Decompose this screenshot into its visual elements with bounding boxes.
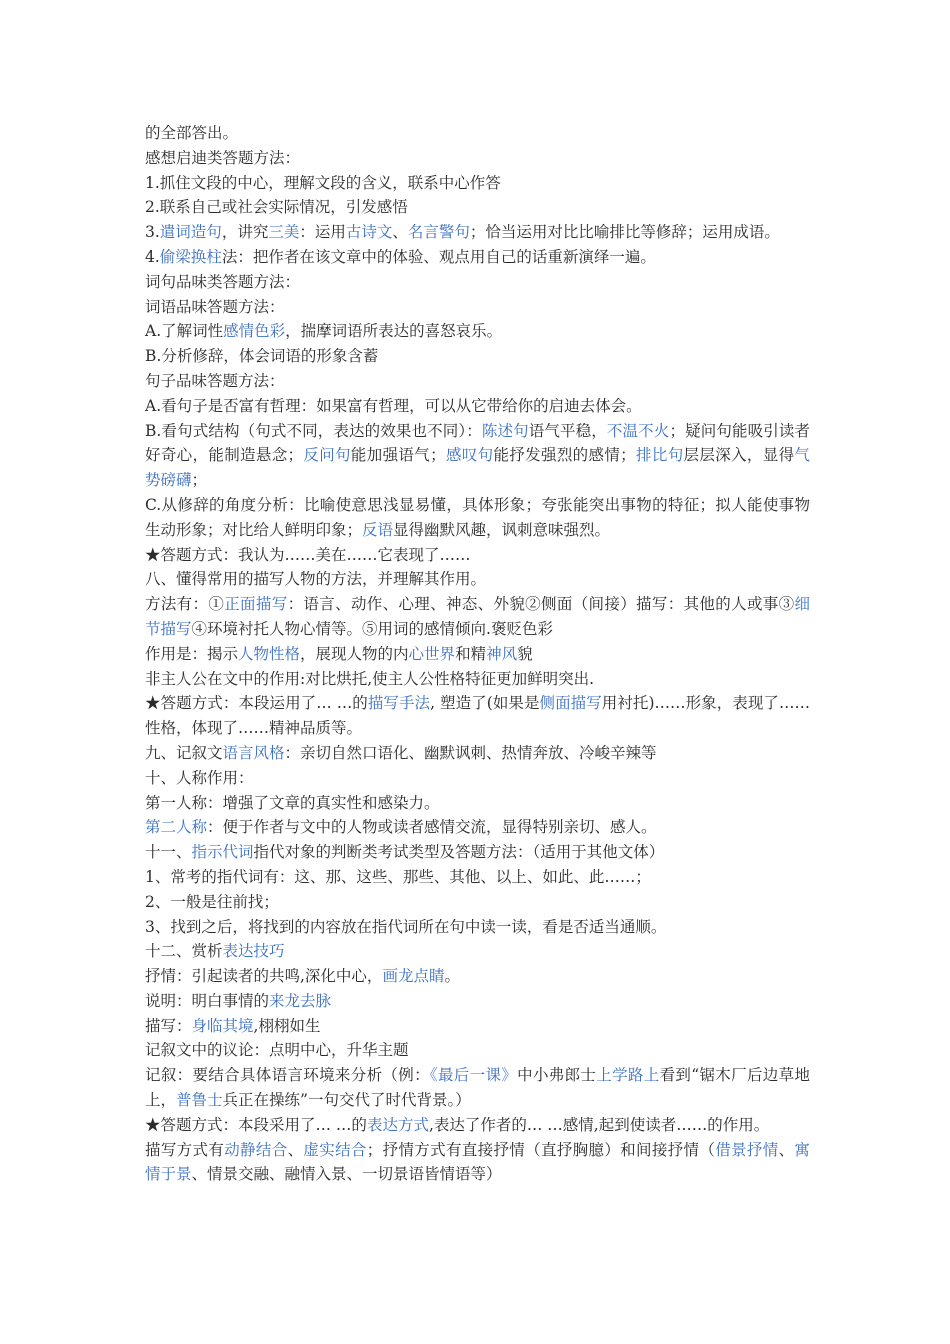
text-segment: 词语品味答题方法： — [145, 297, 285, 316]
keyword-link[interactable]: 虚实结合 — [303, 1140, 367, 1159]
text-segment: 记叙：要结合具体语言环境来分析（例： — [145, 1066, 430, 1085]
keyword-link[interactable]: 名言警句 — [407, 223, 470, 242]
paragraph — [145, 319, 810, 344]
text-segment: C.从修辞的角度分析：比喻使意思浅显易懂，具体形象；夸张能突出事物的特征；拟人能使事物生动形象；对比给人鲜明印象； — [145, 495, 810, 539]
paragraph — [145, 890, 810, 915]
paragraph — [145, 815, 810, 840]
keyword-link[interactable]: 普鲁士 — [176, 1091, 223, 1110]
text-segment: 层层深入，显得 — [683, 446, 795, 465]
text-segment: 感想启迪类答题方法： — [145, 148, 301, 167]
paragraph — [145, 964, 810, 989]
paragraph — [145, 691, 810, 741]
text-segment: ，揣摩词语所表达的喜怒哀乐。 — [285, 322, 503, 341]
keyword-link[interactable]: 感叹句 — [445, 446, 494, 465]
paragraph — [145, 295, 810, 320]
text-segment: 抒情：引起读者的共鸣,深化中心， — [145, 967, 383, 986]
paragraph — [145, 1063, 810, 1113]
text-segment: ；疑问句能吸引读者好奇心，能制造悬念； — [145, 421, 810, 465]
text-segment: 兵正在操练”一句交代了时代背景。） — [222, 1091, 471, 1110]
text-segment: 貌 — [517, 644, 533, 663]
paragraph — [145, 915, 810, 940]
text-segment: ； — [191, 471, 208, 490]
keyword-link[interactable]: 陈述句 — [481, 421, 529, 440]
text-segment: ：便于作者与文中的人物或读者感情交流，显得特别亲切、感人。 — [207, 818, 657, 837]
keyword-link[interactable]: 寓情于景 — [145, 1140, 810, 1184]
keyword-link[interactable]: 指示代词 — [191, 843, 254, 862]
text-segment: 4. — [145, 247, 160, 266]
keyword-link[interactable]: 遣词造句 — [159, 223, 222, 242]
text-segment: ★答题方式：本段运用了… …的 — [145, 694, 368, 713]
keyword-link[interactable]: 上学路上 — [596, 1066, 660, 1085]
text-segment: 、 — [287, 1140, 304, 1159]
text-segment: 法：把作者在该文章中的体验、观点用自己的话重新演绎一遍。 — [221, 247, 656, 266]
text-segment: 非主人公在文中的作用:对比烘托,使主人公性格特征更加鲜明突出. — [145, 669, 595, 688]
keyword-link[interactable]: 神风 — [486, 644, 518, 663]
text-segment: ④环境衬托人物心情等。⑤用词的感情倾向.褒贬色彩 — [191, 619, 553, 638]
text-segment: 指代对象的判断类考试类型及答题方法：（适用于其他文体） — [253, 843, 665, 862]
text-segment: 、情景交融、融情入景、一切景语皆情语等） — [191, 1165, 502, 1184]
text-segment: ,表达了作者的… …感情,起到使读者……的作用。 — [428, 1115, 770, 1134]
text-segment: 1.抓住文段的中心，理解文段的含义，联系中心作答 — [145, 173, 501, 192]
paragraph — [145, 493, 810, 543]
text-segment: 十、人称作用： — [145, 768, 254, 787]
text-segment: 。 — [444, 967, 460, 986]
text-segment: 方法有：① — [145, 595, 225, 614]
text-segment: 的全部答出。 — [145, 124, 239, 142]
keyword-link[interactable]: 来龙去脉 — [269, 991, 332, 1010]
text-segment: 描写方式有 — [145, 1140, 225, 1159]
keyword-link[interactable]: 第二人称 — [145, 818, 208, 837]
paragraph — [145, 171, 810, 196]
text-segment: 九、记叙文 — [145, 743, 223, 762]
paragraph — [145, 220, 810, 245]
text-segment: , 塑造了(如果是 — [430, 694, 540, 713]
text-segment: 作用是：揭示 — [145, 644, 239, 663]
paragraph — [145, 939, 810, 964]
paragraph — [145, 1138, 810, 1188]
text-segment: ：亲切自然口语化、幽默讽刺、热情奔放、冷峻辛辣等 — [284, 743, 657, 762]
text-segment: A.了解词性 — [145, 322, 224, 341]
text-segment: 词句品味类答题方法： — [145, 272, 301, 291]
keyword-link[interactable]: 反问句 — [303, 446, 351, 465]
text-segment: 十一、 — [145, 843, 192, 862]
text-segment: A.看句子是否富有哲理：如果富有哲理，可以从它带给你的启迪去体会。 — [145, 396, 642, 415]
text-segment: 用衬托)……形象，表现了……性格，体现了……精神品质等。 — [145, 694, 810, 738]
paragraph — [145, 1014, 810, 1039]
paragraph — [145, 567, 810, 592]
keyword-link[interactable]: 感情色彩 — [223, 322, 286, 341]
keyword-link[interactable]: 表达技巧 — [222, 942, 285, 961]
keyword-link[interactable]: 三美 — [268, 223, 300, 242]
text-segment: 说明：明白事情的 — [145, 991, 270, 1010]
text-segment: 、 — [392, 223, 408, 242]
keyword-link[interactable]: 画龙点睛 — [382, 967, 445, 986]
paragraph — [145, 344, 810, 369]
text-segment: ,栩栩如生 — [253, 1016, 321, 1035]
keyword-link[interactable]: 心世界 — [408, 644, 456, 663]
text-segment: 3、找到之后，将找到的内容放在指代词所在句中读一读，看是否适当通顺。 — [145, 917, 667, 936]
keyword-link[interactable]: 身临其境 — [191, 1016, 254, 1035]
paragraph — [145, 121, 810, 146]
text-segment: 能抒发强烈的感情； — [493, 446, 636, 465]
keyword-link[interactable]: 气势磅礴 — [145, 446, 810, 490]
text-segment: 1、常考的指代词有：这、那、这些、那些、其他、以上、如此、此……； — [145, 867, 651, 886]
keyword-link[interactable]: 反语 — [362, 520, 394, 539]
text-segment: ：运用 — [299, 223, 346, 242]
keyword-link[interactable]: 细节描写 — [145, 595, 810, 638]
keyword-link[interactable]: 古诗文 — [345, 223, 393, 242]
paragraph — [145, 989, 810, 1014]
document-body — [145, 121, 810, 1187]
paragraph — [145, 865, 810, 890]
keyword-link[interactable]: 借景抒情 — [715, 1140, 779, 1159]
text-segment: 和精 — [455, 644, 487, 663]
text-segment: 3. — [145, 223, 160, 242]
keyword-link[interactable]: 侧面描写 — [539, 694, 602, 713]
text-segment: 看到“锯木厂后边草地上， — [145, 1066, 810, 1110]
paragraph — [145, 543, 810, 568]
text-segment: 句子品味答题方法： — [145, 371, 285, 390]
keyword-link[interactable]: 正面描写 — [224, 595, 288, 614]
keyword-link[interactable]: 人物性格 — [238, 644, 301, 663]
paragraph — [145, 1038, 810, 1063]
paragraph — [145, 146, 810, 171]
text-segment: B.分析修辞，体会词语的形象含蓄 — [145, 347, 379, 366]
paragraph — [145, 642, 810, 667]
paragraph — [145, 592, 810, 642]
text-segment: 记叙文中的议论：点明中心，升华主题 — [145, 1041, 409, 1060]
text-segment: 十二、赏析 — [145, 942, 223, 961]
text-segment: 显得幽默风趣，讽刺意味强烈。 — [393, 520, 611, 539]
paragraph — [145, 270, 810, 295]
paragraph — [145, 766, 810, 791]
text-segment: ：语言、动作、心理、神态、外貌②侧面（间接）描写：其他的人或事③ — [287, 595, 795, 614]
keyword-link[interactable]: 动静结合 — [224, 1140, 288, 1159]
paragraph — [145, 1113, 810, 1138]
text-segment: 能加强语气； — [350, 446, 446, 465]
text-segment: 中小弗郎士 — [517, 1066, 597, 1085]
text-segment: 2、一般是往前找； — [145, 892, 279, 911]
text-segment: ；恰当运用对比比喻排比等修辞；运用成语。 — [469, 223, 780, 242]
text-segment: 、 — [778, 1140, 795, 1159]
paragraph — [145, 741, 810, 766]
paragraph — [145, 369, 810, 394]
paragraph — [145, 419, 810, 493]
text-segment: ，讲究 — [221, 223, 269, 242]
text-segment: 2.联系自己或社会实际情况，引发感悟 — [145, 198, 408, 217]
text-segment: ；抒情方式有直接抒情（直抒胸臆）和间接抒情（ — [366, 1140, 716, 1159]
paragraph — [145, 394, 810, 419]
paragraph — [145, 667, 810, 692]
text-segment: 八、懂得常用的描写人物的方法，并理解其作用。 — [145, 570, 487, 589]
text-segment: 语气平稳， — [528, 421, 607, 440]
paragraph — [145, 195, 810, 220]
keyword-link[interactable]: 语言风格 — [222, 743, 285, 762]
text-segment: ★答题方式：我认为……美在……它表现了…… — [145, 545, 471, 564]
keyword-link[interactable]: 表达方式 — [366, 1115, 429, 1134]
text-segment: 第一人称：增强了文章的真实性和感染力。 — [145, 793, 440, 812]
text-segment: 描写： — [145, 1016, 192, 1035]
keyword-link[interactable]: 排比句 — [635, 446, 684, 465]
keyword-link[interactable]: 《最后一课》 — [429, 1066, 518, 1085]
paragraph — [145, 791, 810, 816]
text-segment: ★答题方式：本段采用了… …的 — [145, 1115, 367, 1134]
keyword-link[interactable]: 描写手法 — [367, 694, 431, 713]
paragraph — [145, 245, 810, 270]
paragraph — [145, 840, 810, 865]
keyword-link[interactable]: 不温不火 — [606, 421, 670, 440]
keyword-link[interactable]: 偷梁换柱 — [159, 247, 222, 266]
text-segment: B.看句式结构（句式不同，表达的效果也不同）： — [145, 421, 482, 440]
text-segment: ，展现人物的内 — [300, 644, 409, 663]
